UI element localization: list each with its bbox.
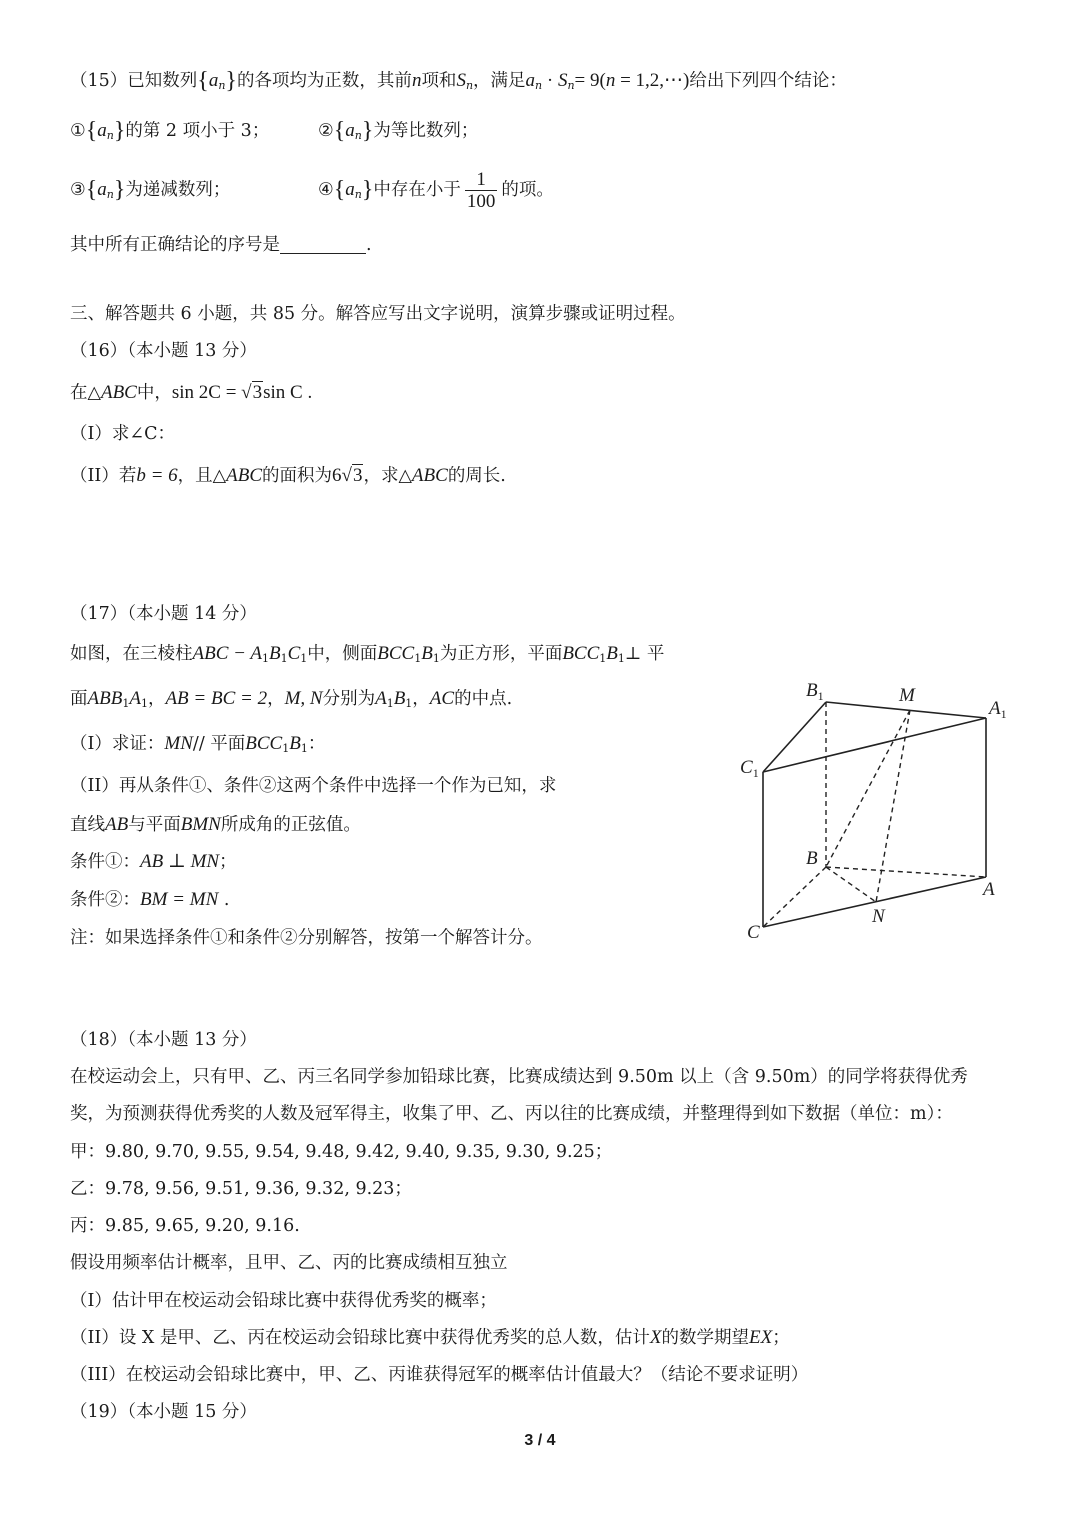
q18-data-bing: 丙：9.85, 9.65, 9.20, 9.16. <box>70 1216 300 1236</box>
q15-option-4: $④\{a_n\}$中存在小于 $\frac{1}{100}$ 的项。 <box>318 169 554 212</box>
label-B1: $B_1$ <box>806 680 824 703</box>
q15-ask: 其中所有正确结论的序号是 . <box>70 235 372 255</box>
q15-option-3: $③\{a_n\}$为递减数列； <box>70 177 231 203</box>
q18-part-2: （II）设 X 是甲、乙、丙在校运动会铅球比赛中获得优秀奖的总人数，估计X的数学期望EX； <box>70 1327 790 1348</box>
label-C: C <box>747 922 760 943</box>
q15-option-1: $①\{a_n\}$的第 2 项小于 3； <box>70 118 270 144</box>
q18-assumption: 假设用频率估计概率，且甲、乙、丙的比赛成绩相互独立 <box>70 1253 508 1273</box>
page-number: 3 / 4 <box>524 1432 556 1449</box>
label-A1: $A_1$ <box>989 698 1007 721</box>
q16-heading: （16）（本小题 13 分） <box>70 341 257 361</box>
q17-condition-1: 条件①：AB ⊥ MN； <box>70 851 237 872</box>
q18-line2: 奖，为预测获得优秀奖的人数及冠军得主，收集了甲、乙、丙以往的比赛成绩，并整理得到如下数据（单位：m）： <box>70 1104 953 1124</box>
answer-blank <box>280 235 366 254</box>
q18-part-1: （I）估计甲在校运动会铅球比赛中获得优秀奖的概率； <box>70 1291 497 1311</box>
label-A: A <box>983 879 995 900</box>
q17-line1: 如图，在三棱柱ABC − $A_1B_1C_1$中，侧面$BCC_1B_1$为正方形，平面$BCC_1B_1\perp$ 平 <box>70 643 665 665</box>
label-N: N <box>872 906 885 927</box>
q16-part-1: （I）求∠C： <box>70 424 175 444</box>
q15-option-2: $②\{a_n\}$为等比数列； <box>318 118 479 144</box>
q18-part-3: （III）在校运动会铅球比赛中，甲、乙、丙谁获得冠军的概率估计值最大？（结论不要求证明） <box>70 1365 809 1385</box>
q17-part-2: （II）再从条件①、条件②这两个条件中选择一个作为已知，求 <box>70 776 557 796</box>
label-M: M <box>899 685 915 706</box>
q15-line1: （15）已知数列$\{a_n\}$的各项均为正数，其前n项和$S_n$，满足$a_n \cdot S_n= 9(n$ = 1,2,⋯)给出下列四个结论： <box>70 68 847 94</box>
q17-heading: （17）（本小题 14 分） <box>70 604 257 624</box>
q16-statement: 在△ABC中，sin 2C = √3sin C . <box>70 382 313 403</box>
section-3-heading: 三、解答题共 6 小题，共 85 分。解答应写出文字说明，演算步骤或证明过程。 <box>70 304 686 324</box>
q18-line1: 在校运动会上，只有甲、乙、丙三名同学参加铅球比赛，比赛成绩达到 9.50m 以上（含 9.50m）的同学将获得优秀 <box>70 1067 968 1087</box>
q16-part-2: （II）若b = 6，且△ABC的面积为6√3，求△ABC的周长. <box>70 465 506 486</box>
q17-part-1: （I）求证：MN// 平面$BCC_1B_1$： <box>70 733 326 755</box>
prism-figure <box>740 670 1030 960</box>
q18-data-jia: 甲：9.80, 9.70, 9.55, 9.54, 9.48, 9.42, 9.40, 9.35, 9.30, 9.25； <box>70 1142 613 1162</box>
q18-heading: （18）（本小题 13 分） <box>70 1030 257 1050</box>
label-C1: $C_1$ <box>740 757 759 780</box>
label-B: B <box>806 848 818 869</box>
fraction-1-100: $\frac{1}{100}$ <box>466 169 496 212</box>
q17-part-2-cont: 直线AB与平面BMN所成角的正弦值。 <box>70 814 361 835</box>
q19-heading: （19）（本小题 15 分） <box>70 1402 257 1422</box>
q17-note: 注：如果选择条件①和条件②分别解答，按第一个解答计分。 <box>70 928 543 948</box>
q17-line2: 面$ABB_1A_1$，AB = BC = 2，M, N分别为$A_1B_1$，AC的中点. <box>70 688 513 710</box>
q17-condition-2: 条件②：BM = MN . <box>70 889 230 910</box>
q18-data-yi: 乙：9.78, 9.56, 9.51, 9.36, 9.32, 9.23； <box>70 1179 412 1199</box>
